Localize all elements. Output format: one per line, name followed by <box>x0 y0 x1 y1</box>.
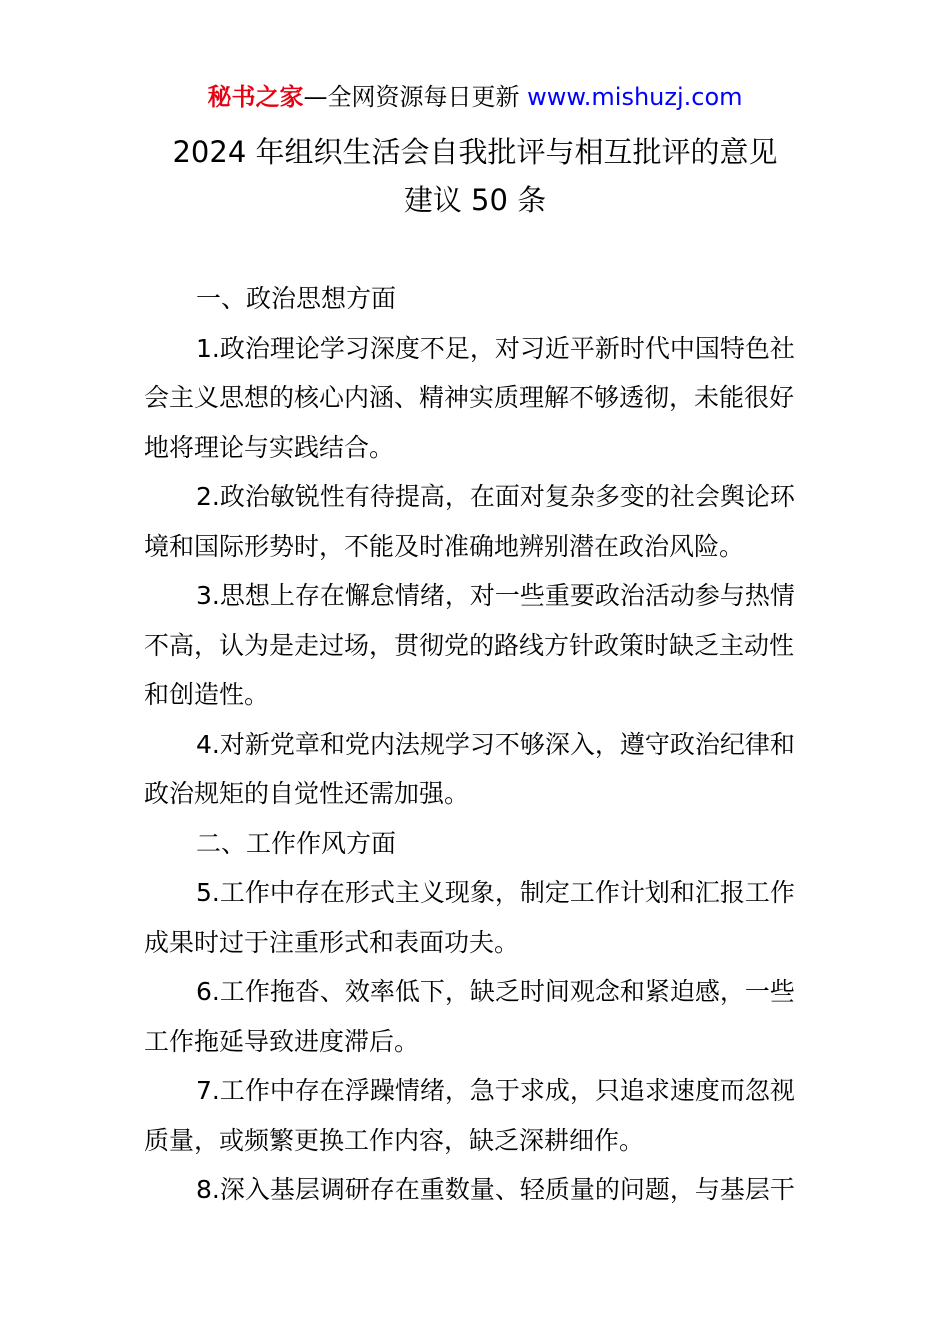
site-url-link[interactable]: www.mishuzj.com <box>527 83 743 111</box>
section-heading-work-style: 二、工作作风方面 <box>196 828 397 858</box>
paragraph-item-6: 6.工作拖沓、效率低下，缺乏时间观念和紧迫感，一些工作拖延导致进度滞后。 <box>144 977 795 1056</box>
site-header <box>0 80 950 114</box>
header-tagline: —全网资源每日更新 <box>303 83 528 111</box>
paragraph-item-8: 8.深入基层调研存在重数量、轻质量的问题，与基层干 <box>196 1175 795 1204</box>
paragraph-item-3: 3.思想上存在懈怠情绪，对一些重要政治活动参与热情不高，认为是走过场，贯彻党的路线方针政策时缺乏主动性和创造性。 <box>144 581 795 709</box>
paragraph-item-4: 4.对新党章和党内法规学习不够深入，遵守政治纪律和政治规矩的自觉性还需加强。 <box>144 729 795 808</box>
paragraph-item-7: 7.工作中存在浮躁情绪，急于求成，只追求速度而忽视质量，或频繁更换工作内容，缺乏深耕细作。 <box>144 1076 795 1155</box>
brand-name: 秘书之家 <box>207 83 304 111</box>
section-heading-politics: 一、政治思想方面 <box>196 284 397 313</box>
title-line-1: 2024 年组织生活会自我批评与相互批评的意见 <box>172 135 778 169</box>
paragraph-item-5: 5.工作中存在形式主义现象，制定工作计划和汇报工作成果时过于注重形式和表面功夫。 <box>144 878 795 957</box>
paragraph-item-1: 1.政治理论学习深度不足，对习近平新时代中国特色社会主义思想的核心内涵、精神实质理解不够透彻，未能很好地将理论与实践结合。 <box>144 333 795 462</box>
document-title <box>110 128 840 224</box>
paragraph-item-2: 2.政治敏锐性有待提高，在面对复杂多变的社会舆论环境和国际形势时，不能及时准确地辨别潜在政治风险。 <box>144 482 795 561</box>
title-line-2: 建议 50 条 <box>403 183 547 217</box>
document-body <box>144 274 809 1215</box>
